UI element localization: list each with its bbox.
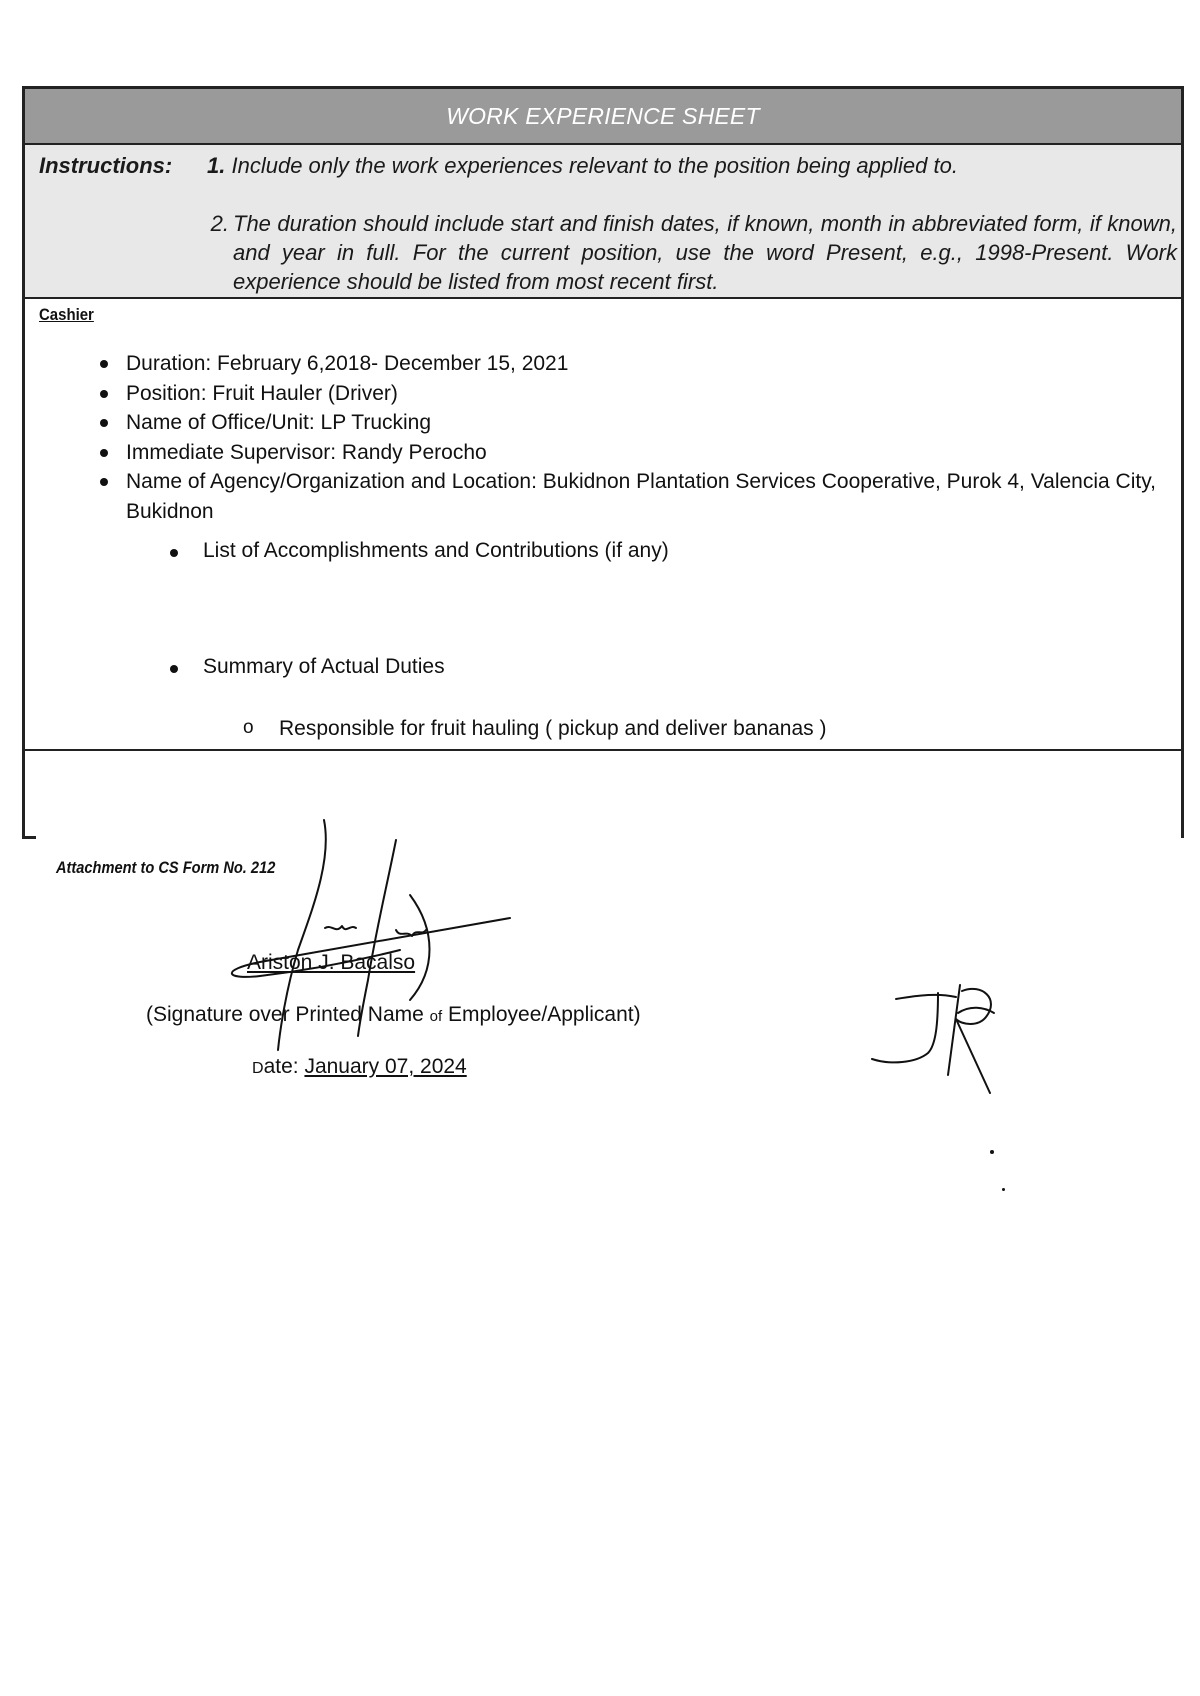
instructions-label: Instructions: xyxy=(39,153,173,178)
date-value: January 07, 2024 xyxy=(304,1055,467,1078)
work-experience-sheet xyxy=(22,86,1184,838)
duty-item: o Responsible for fruit hauling ( pickup and deliver bananas ) xyxy=(243,717,827,741)
sheet-corner-line xyxy=(22,836,36,839)
signatory-name: Ariston J. Bacalso xyxy=(247,951,416,974)
stray-mark xyxy=(1002,1188,1005,1191)
instruction-1 xyxy=(207,153,958,179)
date-label-rest: ate: xyxy=(263,1055,305,1078)
stray-mark xyxy=(990,1150,994,1154)
instructions-box xyxy=(25,145,1181,299)
instruction-1-text: Include only the work experiences relevant to the position being applied to. xyxy=(231,153,958,178)
handwritten-initials xyxy=(860,975,1010,1095)
detail-duration: Duration: February 6,2018- December 15, 2021 xyxy=(105,349,1190,379)
sheet-title: WORK EXPERIENCE SHEET xyxy=(25,89,1181,145)
instruction-2 xyxy=(199,209,1177,296)
signature-caption-part2: Employee/Applicant) xyxy=(442,1003,641,1026)
detail-supervisor: Immediate Supervisor: Randy Perocho xyxy=(105,438,1190,468)
detail-position: Position: Fruit Hauler (Driver) xyxy=(105,379,1190,409)
instruction-1-number: 1. xyxy=(207,153,226,178)
signature-caption xyxy=(146,1003,641,1027)
experience-entry xyxy=(25,299,1181,751)
instruction-2-text: The duration should include start and finish dates, if known, month in abbreviated form, if known, and year in full. For the current position, use the word Present, e.g., 1998-Present. Work experience should be listed from most recent first. xyxy=(233,211,1177,294)
date-label-initial: D xyxy=(252,1060,264,1077)
job-title: Cashier xyxy=(39,305,94,324)
signature-caption-of: of xyxy=(429,1008,443,1025)
attachment-label: Attachment to CS Form No. 212 xyxy=(56,858,276,877)
instruction-2-number: 2. xyxy=(210,211,229,236)
date-line xyxy=(252,1055,467,1079)
detail-office-unit: Name of Office/Unit: LP Trucking xyxy=(105,408,1190,438)
experience-details-list xyxy=(105,349,1190,526)
detail-agency-location: Name of Agency/Organization and Location: Bukidnon Plantation Services Cooperative, Purok 4, Valencia City, Bukidnon xyxy=(105,467,1190,526)
duties-heading: Summary of Actual Duties xyxy=(167,655,445,679)
signature-caption-part1: (Signature over Printed Name xyxy=(146,1003,430,1026)
accomplishments-heading: List of Accomplishments and Contributions (if any) xyxy=(167,539,669,563)
